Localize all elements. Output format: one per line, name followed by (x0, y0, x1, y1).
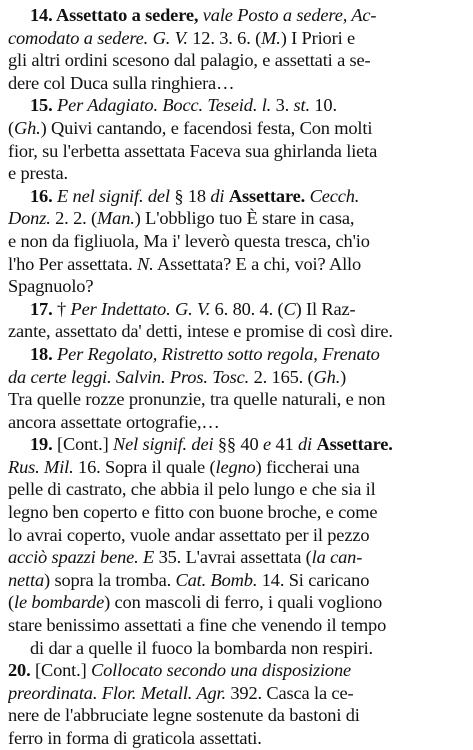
text-segment: Cecch. (305, 185, 360, 206)
text-segment: Donz. (8, 208, 51, 229)
entry-number-or-headword: 20. (8, 660, 31, 681)
text-segment: 14. Si caricano (257, 569, 370, 590)
entry-number-or-headword: 18. (30, 343, 53, 364)
text-segment: e presta. (8, 163, 68, 184)
text-line (8, 614, 467, 637)
text-segment: ) sopra la tromba. (44, 569, 176, 590)
entry-number-or-headword: 19. (30, 434, 53, 455)
text-segment: [Cont.] (30, 660, 92, 681)
text-segment: nere de l'abbruciate legne sostenute da bastoni di (8, 705, 360, 726)
text-segment: Rus. Mil. (8, 456, 74, 477)
text-segment: §§ 40 (217, 434, 263, 455)
text-segment: zante, assettato da' detti, intese e promise di così dire. (8, 321, 393, 342)
text-segment: le bombarde (13, 592, 105, 613)
text-line (8, 478, 467, 501)
text-line (8, 4, 467, 27)
text-segment: preordinata. Flor. Metall. Agr. (8, 682, 226, 703)
entry-number-or-headword: 17. (30, 298, 53, 319)
entry-text-block (8, 4, 467, 750)
entry-number-or-headword: 15. (30, 95, 53, 116)
text-segment: 10. (309, 95, 337, 116)
text-segment: Nel signif. dei (113, 434, 218, 455)
text-segment: e non da figliuola, Ma i' leverò questa tresca, ch'io (8, 230, 370, 251)
text-segment: [Cont.] (52, 434, 114, 455)
text-line (8, 185, 467, 208)
text-segment: ) I Priori e (280, 27, 355, 48)
text-line (8, 49, 467, 72)
text-segment: ) con mascoli di ferro, i quali vogliono (104, 592, 383, 613)
text-line (8, 682, 467, 705)
text-segment: legno (215, 456, 256, 477)
text-line (8, 704, 467, 727)
text-segment: e (262, 434, 276, 455)
text-line (8, 659, 467, 682)
text-segment: di (210, 185, 229, 206)
text-segment: Gh. (13, 117, 41, 138)
text-segment: 2. 2. ( (50, 208, 97, 229)
text-line (8, 320, 467, 343)
text-segment: 3. (271, 95, 294, 116)
text-segment: di (297, 434, 317, 455)
text-segment: legno ben coperto e fitto con buone broche, e come (8, 502, 378, 523)
text-segment: Cat. Bomb. (175, 569, 258, 590)
text-segment: da certe leggi. Salvin. Pros. Tosc. (8, 366, 250, 387)
text-segment: ) ficcherai una (255, 456, 360, 477)
text-line (8, 275, 467, 298)
text-line (8, 27, 467, 50)
text-segment: ancora assettate ortografie,… (8, 411, 220, 432)
text-segment: § 18 (174, 185, 211, 206)
text-line (8, 207, 467, 230)
text-segment: Per Adagiato. Bocc. Teseid. l. (52, 95, 272, 116)
text-segment: comodato a sedere. G. V. (8, 27, 188, 48)
entry-number-or-headword: Assettare. (228, 185, 306, 206)
text-segment: dere col Duca sulla ringhiera… (8, 72, 235, 93)
text-segment: E nel signif. del (52, 185, 175, 206)
text-segment: netta (8, 569, 45, 590)
text-line (8, 569, 467, 592)
text-segment: Spagnuolo? (8, 276, 94, 297)
text-line (8, 501, 467, 524)
text-line (8, 546, 467, 569)
text-line (8, 117, 467, 140)
text-segment: † (52, 298, 71, 319)
text-segment: Collocato secondo una disposizione (91, 660, 352, 681)
text-segment: di dar a quelle il fuoco la bombarda non respiri. (30, 637, 373, 658)
text-segment: 35. L'avrai assettata ( (154, 547, 312, 568)
text-line (8, 388, 467, 411)
text-line (8, 94, 467, 117)
text-line (8, 456, 467, 479)
text-segment: Gh. (313, 366, 341, 387)
text-line (8, 366, 467, 389)
text-segment: lo avrai coperto, vuole andar assettato per il pezzo (8, 524, 370, 545)
text-segment: stare benissimo assettati a fine che venendo il tempo (8, 615, 387, 636)
entry-number-or-headword: Assettare. (316, 434, 393, 455)
text-line (8, 298, 467, 321)
text-line (8, 591, 467, 614)
text-segment: ) L'obbligo tuo È stare in casa, (134, 208, 355, 229)
text-line (8, 230, 467, 253)
text-segment: 6. 80. 4. ( (210, 298, 284, 319)
text-segment: ferro in forma di graticola assettati. (8, 728, 262, 748)
text-segment: Per Indettato. G. V. (70, 298, 211, 319)
text-line (8, 343, 467, 366)
text-segment: N. (137, 253, 154, 274)
text-segment: acciò spazzi bene. E (8, 547, 155, 568)
text-line (8, 140, 467, 163)
text-segment: ) Quivi cantando, e facendosi festa, Con molti (40, 117, 373, 138)
text-line (8, 253, 467, 276)
text-segment: 2. 165. ( (249, 366, 314, 387)
text-segment: C (283, 298, 296, 319)
text-line (8, 72, 467, 95)
text-line (8, 411, 467, 434)
text-segment: gli altri ordini scesono dal palagio, e assettati a se- (8, 50, 371, 71)
text-segment: la can- (311, 547, 363, 568)
text-segment: ) (340, 366, 347, 387)
text-segment: ( (8, 592, 14, 613)
text-segment: pelle di castrato, che abbia il pelo lungo e che sia il (8, 479, 376, 500)
entry-number-or-headword: 16. (30, 185, 53, 206)
text-segment: ( (8, 117, 14, 138)
text-segment: fior, su l'erbetta assettata Faceva sua ghirlanda lieta (8, 140, 378, 161)
text-line (8, 524, 467, 547)
text-line (8, 637, 467, 660)
text-segment: l'ho Per assettata. (8, 253, 138, 274)
text-segment: 12. 3. 6. ( (187, 27, 262, 48)
text-segment: ) Il Raz- (295, 298, 356, 319)
text-segment: 41 (275, 434, 298, 455)
text-line (8, 162, 467, 185)
text-segment: Man. (97, 208, 135, 229)
text-segment: Tra quelle rozze pronunzie, tra quelle naturali, e non (8, 389, 386, 410)
text-segment: 392. Casca la ce- (225, 682, 354, 703)
text-segment: Assettata? E a chi, voi? Allo (153, 253, 362, 274)
text-segment: 16. Sopra il quale ( (73, 456, 216, 477)
text-segment: st. (293, 95, 310, 116)
text-line (8, 433, 467, 456)
text-segment: M. (261, 27, 281, 48)
entry-number-or-headword: 14. Assettato a sedere, (30, 5, 199, 25)
text-line (8, 727, 467, 750)
text-segment: vale Posto a sedere, Ac- (198, 5, 377, 25)
text-segment: Per Regolato, Ristretto sotto regola, Frenato (52, 343, 380, 364)
